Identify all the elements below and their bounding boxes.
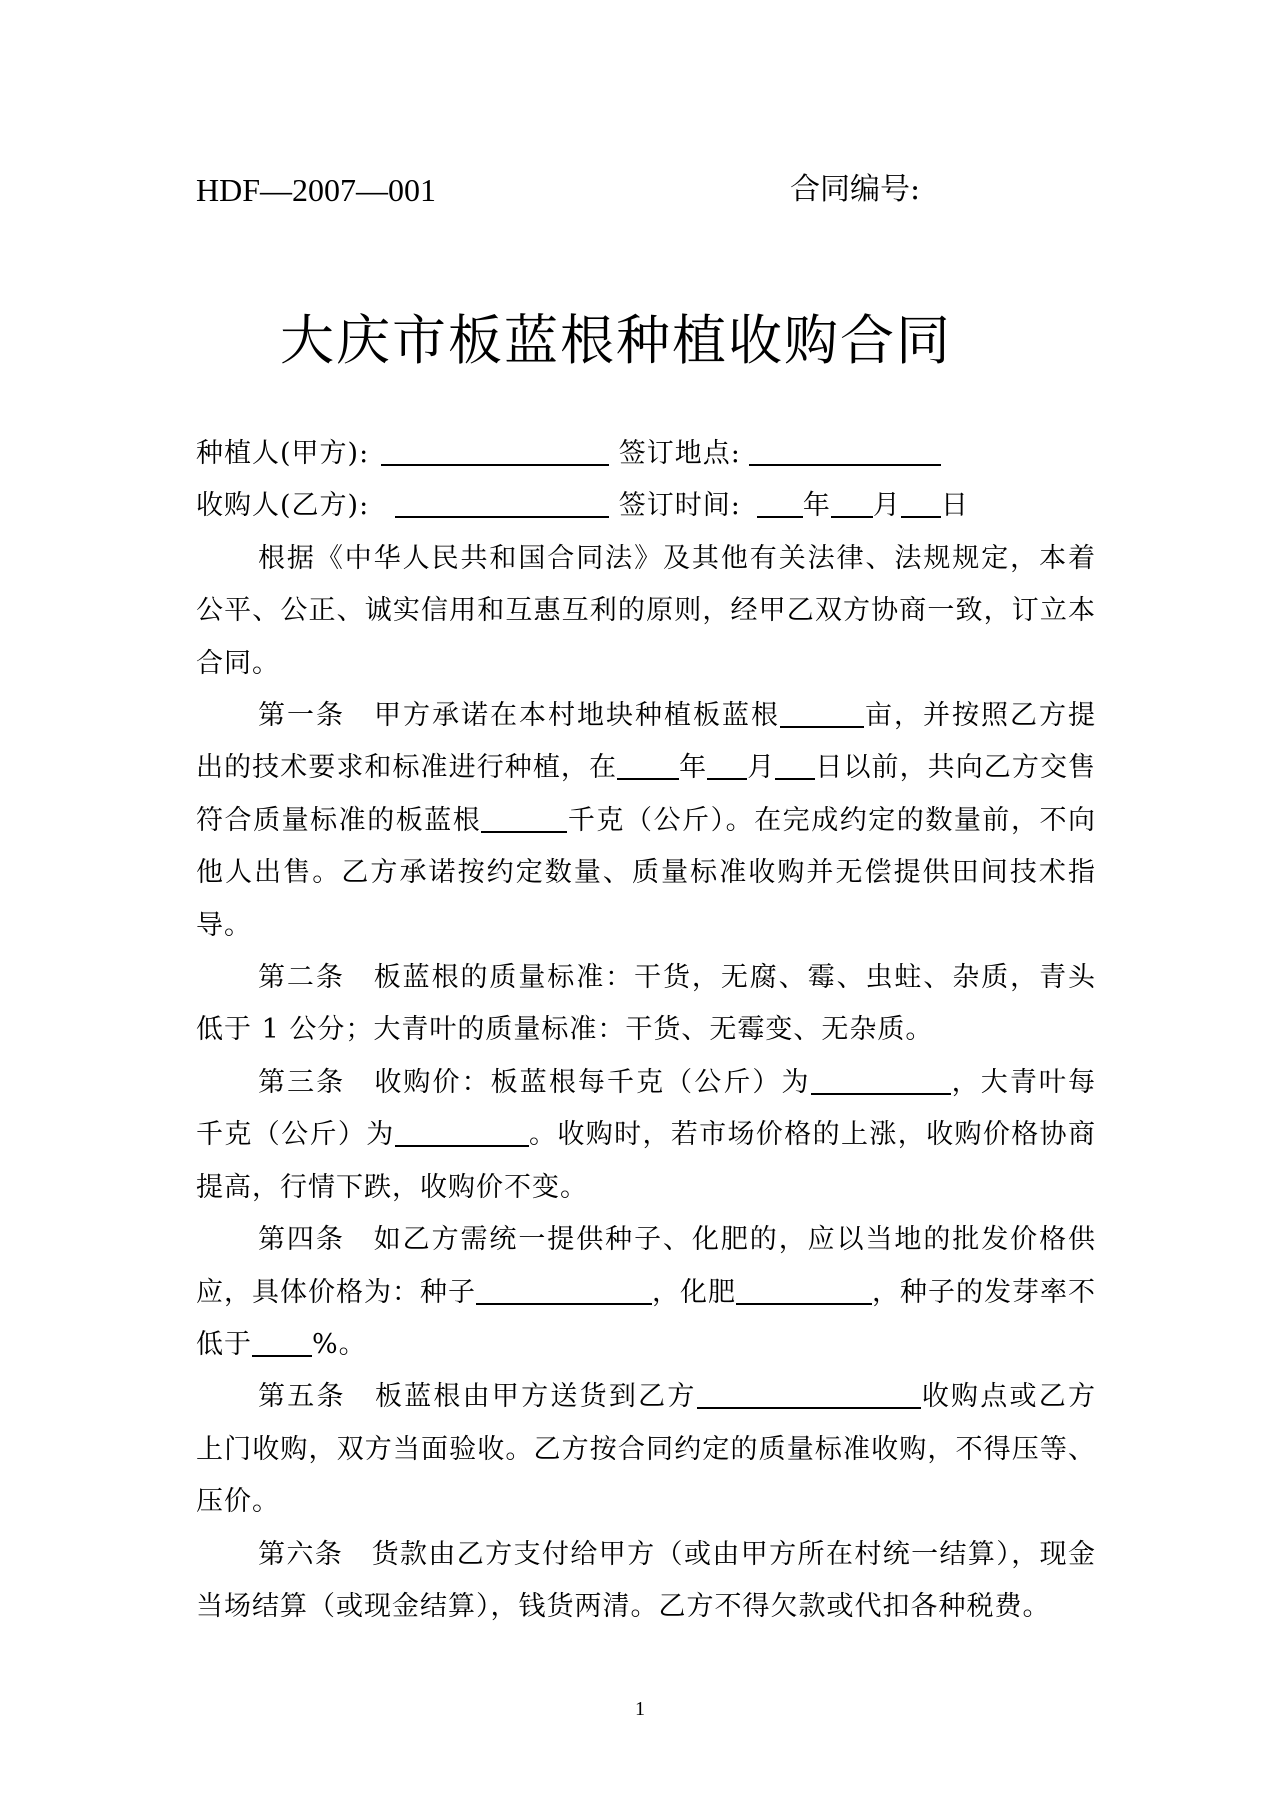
germination-rate-blank[interactable] bbox=[252, 1325, 312, 1357]
sign-month-blank[interactable] bbox=[831, 486, 873, 518]
preamble-paragraph: 根据《中华人民共和国合同法》及其他有关法律、法规规定，本着公平、公正、诚实信用和互惠互利的原则，经甲乙双方协商一致，订立本合同。 bbox=[196, 542, 1096, 679]
root-price-blank[interactable] bbox=[811, 1063, 951, 1095]
article-5 bbox=[196, 1371, 1096, 1528]
contract-body bbox=[196, 428, 1096, 1633]
header-row bbox=[196, 168, 1096, 212]
article-1-text-b: 亩，并按照乙方提出的技术要求和标准进行种植，在 bbox=[196, 700, 1096, 784]
quantity-blank[interactable] bbox=[481, 801, 567, 833]
seed-price-blank[interactable] bbox=[476, 1273, 652, 1305]
article-3 bbox=[196, 1057, 1096, 1214]
delivery-year-blank[interactable] bbox=[617, 748, 679, 780]
article-1-text-e: 日以前，共向乙方交售符合质量标准的板蓝根 bbox=[196, 752, 1097, 836]
article-4-text-d: %。 bbox=[312, 1328, 367, 1360]
sign-place-blank[interactable] bbox=[749, 434, 941, 466]
article-4-text-a: 第四条 如乙方需统一提供种子、化肥的，应以当地的批发价格供应，具体价格为：种子 bbox=[196, 1224, 1096, 1308]
article-1-text-c: 年 bbox=[679, 752, 708, 784]
document-title: 大庆市板蓝根种植收购合同 bbox=[280, 309, 952, 372]
sign-time-label: 签订时间: bbox=[618, 490, 741, 522]
buyer-line bbox=[196, 480, 1096, 532]
article-1-text-f: 千克（公斤）。在完成约定的数量前，不向他人出售。乙方承诺按约定数量、质量标准收购并无偿提供田间技术指导。 bbox=[196, 804, 1097, 941]
planter-blank[interactable] bbox=[381, 434, 609, 466]
article-4 bbox=[196, 1214, 1096, 1371]
article-3-text-b: ，大青叶每千克（公斤）为 bbox=[196, 1066, 1097, 1151]
delivery-day-blank[interactable] bbox=[775, 748, 815, 780]
planter-line bbox=[196, 428, 1096, 480]
collection-point-blank[interactable] bbox=[697, 1377, 921, 1409]
sign-year-label: 年 bbox=[802, 490, 831, 522]
buyer-blank[interactable] bbox=[395, 486, 609, 518]
delivery-month-blank[interactable] bbox=[707, 748, 747, 780]
article-3-text-c: 。收购时，若市场价格的上涨，收购价格协商提高，行情下跌，收购价不变。 bbox=[196, 1119, 1097, 1203]
sign-month-label: 月 bbox=[872, 490, 901, 522]
article-3-text-a: 第三条 收购价：板蓝根每千克（公斤）为 bbox=[258, 1066, 811, 1098]
article-2: 第二条 板蓝根的质量标准：干货，无腐、霉、虫蛀、杂质，青头低于 1 公分；大青叶的质量标准：干货、无霉变、无杂质。 bbox=[196, 962, 1096, 1046]
article-1-text-a: 第一条 甲方承诺在本村地块种植板蓝根 bbox=[258, 700, 780, 732]
acreage-blank[interactable] bbox=[780, 696, 864, 728]
article-4-text-c: ，种子的发芽率不低于 bbox=[196, 1276, 1096, 1360]
planter-label: 种植人(甲方): bbox=[196, 438, 370, 469]
leaf-price-blank[interactable] bbox=[395, 1115, 529, 1147]
buyer-label: 收购人(乙方): bbox=[196, 490, 370, 522]
article-1-text-d: 月 bbox=[747, 752, 776, 784]
article-5-text-b: 收购点或乙方上门收购，双方当面验收。乙方按合同约定的质量标准收购，不得压等、压价。 bbox=[196, 1381, 1097, 1518]
sign-day-label: 日 bbox=[940, 490, 969, 522]
article-5-text-a: 第五条 板蓝根由甲方送货到乙方 bbox=[258, 1381, 697, 1413]
contract-number-label: 合同编号: bbox=[790, 172, 921, 207]
page-number: 1 bbox=[635, 1698, 645, 1720]
article-6: 第六条 货款由乙方支付给甲方（或由甲方所在村统一结算），现金当场结算（或现金结算），钱货两清。乙方不得欠款或代扣各种税费。 bbox=[196, 1538, 1096, 1622]
document-code: HDF—2007—001 bbox=[196, 172, 437, 208]
article-1 bbox=[196, 690, 1096, 952]
fertilizer-price-blank[interactable] bbox=[736, 1273, 872, 1305]
sign-day-blank[interactable] bbox=[901, 486, 941, 518]
sign-year-blank[interactable] bbox=[757, 486, 803, 518]
sign-place-label: 签订地点: bbox=[618, 438, 741, 469]
article-4-text-b: ，化肥 bbox=[652, 1276, 736, 1308]
